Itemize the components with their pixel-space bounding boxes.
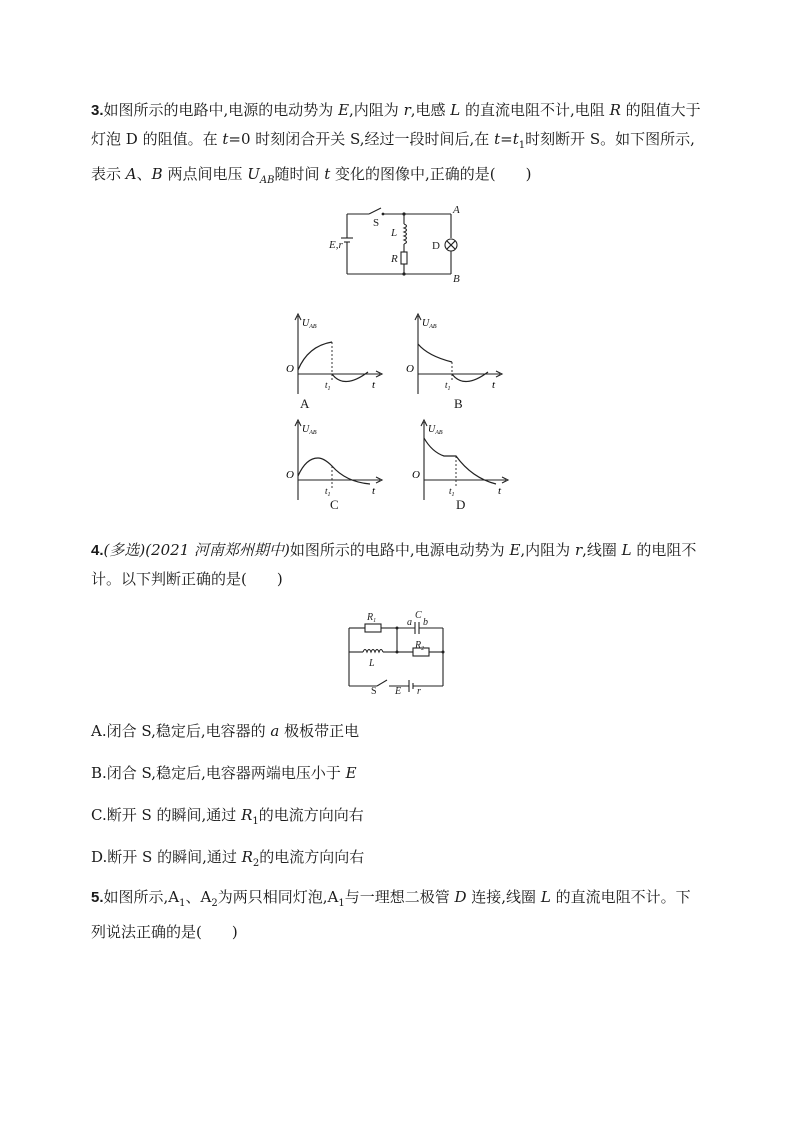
curve-segment [418, 344, 452, 362]
label-D: D [432, 240, 440, 252]
curve-segment [332, 372, 368, 382]
text: 、A [185, 888, 212, 906]
option-C[interactable] [91, 805, 364, 832]
text: E [509, 541, 521, 559]
text: 1 [338, 898, 345, 909]
text: 如图所示的电路中,电源的电动势为 [103, 101, 339, 119]
text: 连接,线圈 [466, 888, 541, 906]
text: r [574, 541, 583, 559]
text: 为两只相同灯泡,A [217, 888, 339, 906]
graph-A [284, 312, 384, 396]
text: ,内阻为 [520, 541, 575, 559]
label-L: L [369, 658, 375, 669]
svg-text:R2 [414, 640, 424, 652]
option-A[interactable] [91, 721, 359, 741]
label-R2: R [415, 640, 422, 651]
label-a: a [407, 617, 412, 628]
text: D [454, 888, 467, 906]
question-number: 3. [91, 102, 104, 119]
text: A.闭合 S,稳定后,电容器的 [91, 722, 271, 740]
text: ,电感 [410, 101, 451, 119]
label-C: C [415, 610, 422, 621]
graph-caption-D: D [456, 497, 466, 512]
text: 时刻断开 S。如下图所示,表示 [91, 130, 695, 183]
x-axis-label: t [492, 379, 496, 391]
t1-label: $t_1$ [325, 486, 331, 498]
text: t [324, 165, 331, 183]
text: L [450, 101, 461, 119]
x-axis-label: t [372, 485, 376, 497]
option-B[interactable] [91, 763, 357, 783]
question-5-text [91, 883, 703, 947]
y-axis-label: $U_{AB}$ [422, 318, 437, 330]
label-E: E [395, 686, 402, 694]
text: R [241, 806, 253, 824]
label-R1: R [367, 612, 374, 623]
curve-segment [298, 342, 332, 370]
t1-label: $t_1$ [449, 486, 455, 498]
text: ,线圈 [582, 541, 622, 559]
question-4-text [91, 536, 703, 594]
text: 1 [518, 140, 526, 151]
question-number: 4. [91, 542, 104, 559]
text: 2 [211, 898, 218, 909]
label-R1-sub: 1 [373, 618, 377, 624]
origin-label: O [286, 363, 294, 375]
text: E [345, 764, 357, 782]
text: 的阻值大于灯泡 D 的阻值。在 [91, 101, 701, 148]
graph-B [404, 312, 504, 396]
text: t [512, 130, 519, 148]
t1-label: $t_1$ [445, 380, 451, 392]
text: 1 [252, 816, 259, 827]
label-S: S [373, 217, 380, 229]
text: C.断开 S 的瞬间,通过 [91, 806, 242, 824]
text: 如图所示的电路中,电源电动势为 [289, 541, 510, 559]
graph-caption-C: C [330, 497, 339, 512]
x-axis-label: t [498, 485, 502, 497]
text: 、 [136, 165, 152, 183]
text: t [222, 130, 229, 148]
option-D[interactable] [91, 847, 364, 874]
origin-label: O [412, 469, 420, 481]
curve-segment [452, 372, 488, 382]
text: 的直流电阻不计,电阻 [460, 101, 610, 119]
origin-label: O [406, 363, 414, 375]
text: AB [259, 175, 275, 186]
circuit-diagram-2 [343, 608, 455, 694]
graph-D [410, 418, 510, 502]
text: L [621, 541, 632, 559]
text: ,内阻为 [349, 101, 404, 119]
graph-caption-A: A [300, 396, 310, 411]
label-R: R [391, 253, 398, 265]
text: R [241, 848, 253, 866]
text: 的电流方向向右 [258, 806, 364, 824]
text: B.闭合 S,稳定后,电容器两端电压小于 [91, 764, 346, 782]
question-number: 5. [91, 889, 104, 906]
text: 变化的图像中,正确的是( ) [330, 165, 532, 183]
label-Er: E,r [329, 239, 343, 251]
y-axis-label: $U_{AB}$ [428, 424, 443, 436]
text: r [403, 101, 411, 119]
text: 与一理想二极管 [344, 888, 455, 906]
origin-label: O [286, 469, 294, 481]
label-b: b [423, 617, 428, 628]
circuit-diagram-1 [325, 204, 475, 286]
text: B [151, 165, 163, 183]
text: E [338, 101, 350, 119]
y-axis-label: $U_{AB}$ [302, 424, 317, 436]
label-r: r [417, 686, 421, 694]
text: 如图所示,A [103, 888, 180, 906]
text: R [609, 101, 621, 119]
question-3-text [91, 96, 703, 195]
text: L [540, 888, 551, 906]
x-axis-label: t [372, 379, 376, 391]
text: = [500, 130, 513, 148]
text: 随时间 [274, 165, 325, 183]
label-B: B [453, 273, 460, 285]
text: a [270, 722, 280, 740]
text: A [125, 165, 137, 183]
text: 的直流电阻不计。下列说法正确的是( ) [91, 888, 691, 941]
text: D.断开 S 的瞬间,通过 [91, 848, 242, 866]
text: 1 [179, 898, 186, 909]
label-L: L [391, 227, 398, 239]
text: U [247, 165, 260, 183]
text: 极板带正电 [279, 722, 360, 740]
label-R2-sub: 2 [421, 646, 425, 652]
text: =0 时刻闭合开关 S,经过一段时间后,在 [228, 130, 495, 148]
graph-caption-B: B [454, 396, 463, 411]
svg-text:R1 [366, 612, 376, 624]
y-axis-label: $U_{AB}$ [302, 318, 317, 330]
t1-label: $t_1$ [325, 380, 331, 392]
text: t [494, 130, 501, 148]
text: 两点间电压 [162, 165, 248, 183]
question-source: (2021 河南郑州期中) [145, 541, 290, 559]
text: 的电阻不计。以下判断正确的是( ) [91, 541, 697, 588]
text: 2 [252, 858, 260, 869]
label-A: A [453, 204, 460, 216]
text: 的电流方向向右 [259, 848, 365, 866]
graph-C [284, 418, 384, 502]
label-S: S [371, 686, 377, 694]
question-tag: (多选) [103, 541, 146, 559]
curve-segment [424, 438, 496, 484]
